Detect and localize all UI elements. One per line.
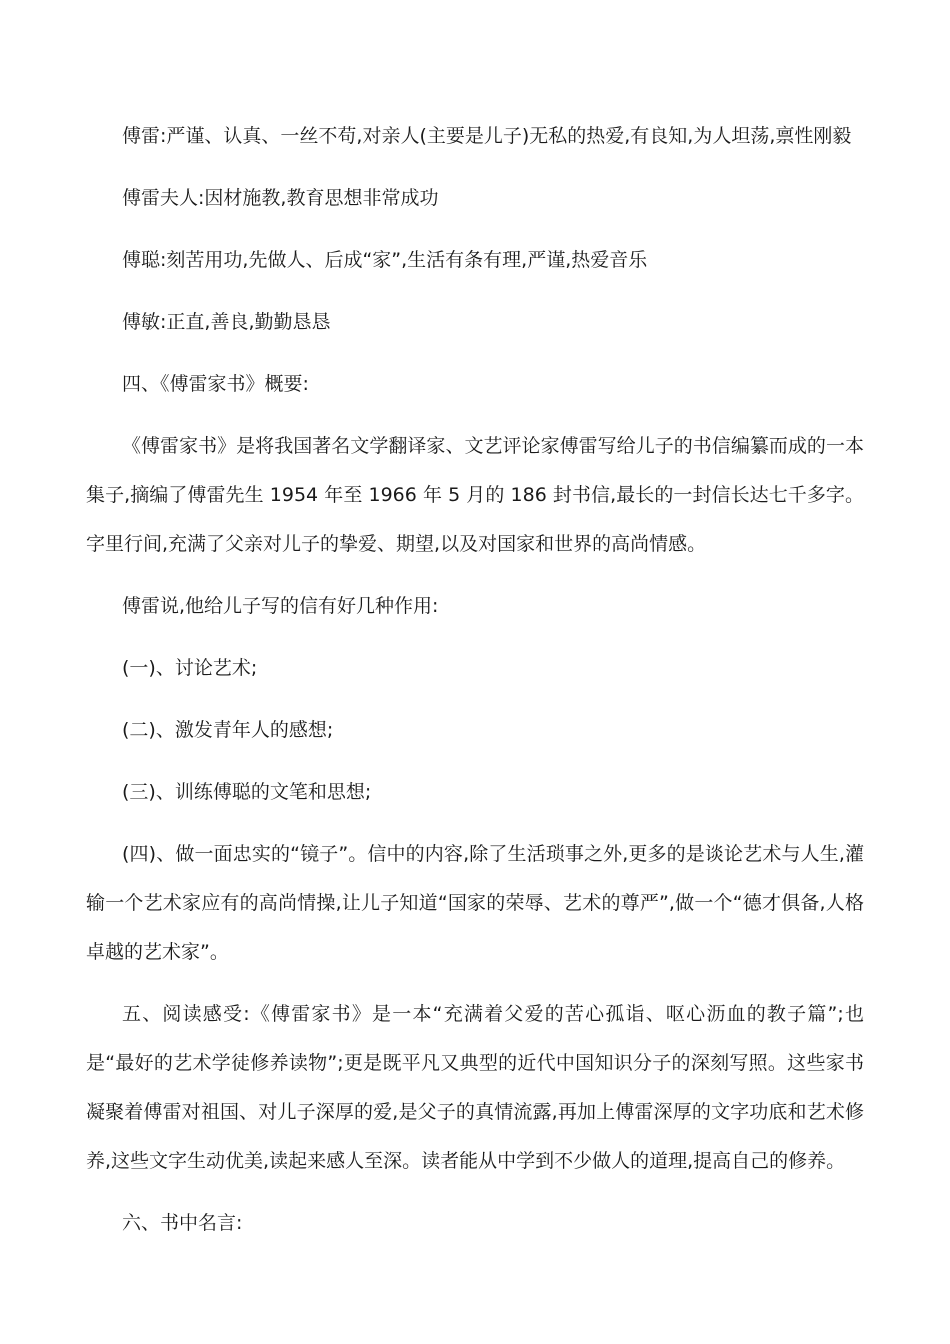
paragraph-fucong: 傅聪:刻苦用功,先做人、后成“家”,生活有条有理,严谨,热爱音乐: [122, 249, 648, 271]
paragraph-fumin: 傅敏:正直,善良,勤勤恳恳: [122, 311, 331, 333]
section-heading-quotes: 六、书中名言:: [122, 1212, 243, 1234]
paragraph-fulei-traits: 傅雷:严谨、认真、一丝不苟,对亲人(主要是儿子)无私的热爱,有良知,为人坦荡,禀性刚毅: [122, 125, 852, 147]
section-reading-impressions: 五、阅读感受:《傅雷家书》是一本“充满着父爱的苦心孤诣、呕心沥血的教子篇”;也是“最好的艺术学徒修养读物”;更是既平凡又典型的近代中国知识分子的深刻写照。这些家书凝聚着傅雷对祖国、对儿子深厚的爱,是父子的真情流露,再加上傅雷深厚的文字功底和艺术修养,这些文字生动优美,读起来感人至深。读者能从中学到不少做人的道理,提高自己的修养。: [86, 1003, 864, 1172]
paragraph-summary: 《傅雷家书》是将我国著名文学翻译家、文艺评论家傅雷写给儿子的书信编纂而成的一本集子,摘编了傅雷先生 1954 年至 1966 年 5 月的 186 封书信,最长的一封信长达七千多字。字里行间,充满了父亲对儿子的挚爱、期望,以及对国家和世界的高尚情感。: [86, 435, 864, 555]
document-page: [86, 112, 864, 1261]
paragraph-letter-purposes: 傅雷说,他给儿子写的信有好几种作用:: [122, 595, 439, 617]
paragraph-fulei-wife: 傅雷夫人:因材施教,教育思想非常成功: [122, 187, 439, 209]
list-item-purpose-1: (一)、讨论艺术;: [122, 657, 258, 679]
list-item-purpose-2: (二)、激发青年人的感想;: [122, 719, 334, 741]
list-item-purpose-4: (四)、做一面忠实的“镜子”。信中的内容,除了生活琐事之外,更多的是谈论艺术与人生,灌输一个艺术家应有的高尚情操,让儿子知道“国家的荣辱、艺术的尊严”,做一个“德才俱备,人格卓越的艺术家”。: [86, 843, 864, 963]
list-item-purpose-3: (三)、训练傅聪的文笔和思想;: [122, 781, 372, 803]
section-heading-summary: 四、《傅雷家书》概要:: [122, 373, 309, 395]
